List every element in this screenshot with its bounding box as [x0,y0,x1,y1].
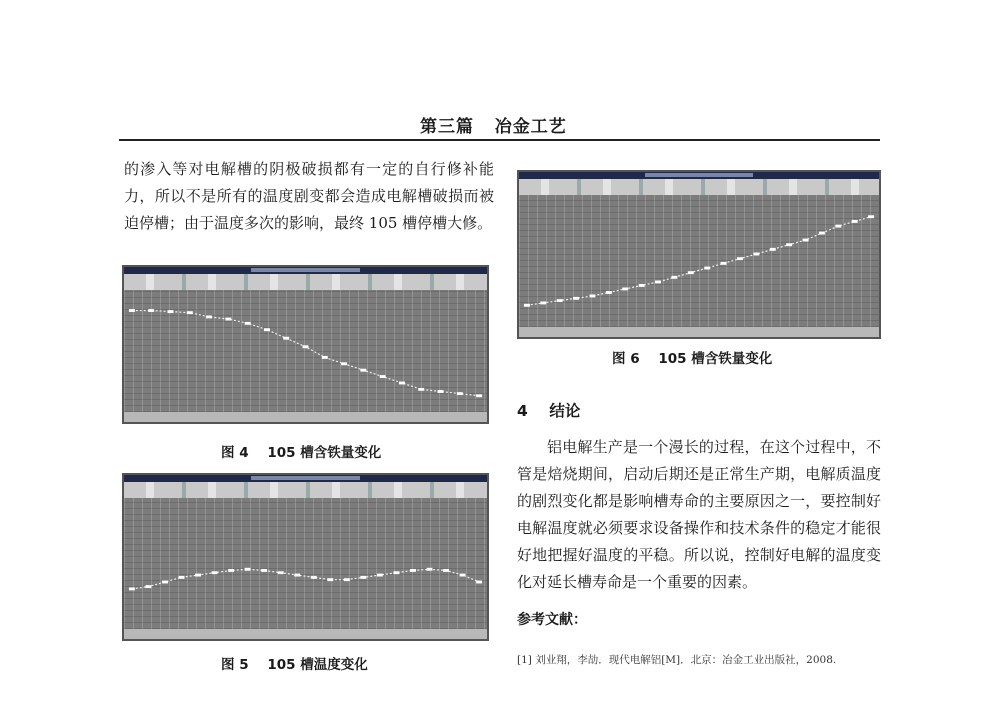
figure-statusbar [124,629,487,639]
data-point [573,297,579,300]
data-point [322,356,328,359]
series-line [132,311,479,396]
data-point [704,267,710,270]
data-point [476,394,482,397]
data-point [688,271,694,274]
data-point [803,239,809,242]
data-point [327,578,333,581]
data-point [195,574,201,577]
figure-6-caption: 图 6 105 槽含铁量变化 [612,351,773,367]
data-point [212,571,218,574]
data-point [737,257,743,260]
data-point [360,369,366,372]
data-point [294,574,300,577]
data-point [168,310,174,313]
data-point [228,569,234,572]
data-point [206,315,212,318]
figure-window-titlebar [124,475,487,482]
data-point [360,576,366,579]
data-point [606,291,612,294]
data-point [344,578,350,581]
data-point [341,362,347,365]
data-point [129,309,135,312]
data-point [460,574,466,577]
data-point [264,328,270,331]
data-point [303,345,309,348]
data-point [129,587,135,590]
data-point [770,248,776,251]
figure-6-screenshot [517,170,881,339]
figure-plot-area [124,290,487,412]
data-point [443,569,449,572]
data-point [476,581,482,584]
data-point [187,311,193,314]
data-point [540,301,546,304]
data-point [380,375,386,378]
data-point [418,388,424,391]
section-title: 第三篇 冶金工艺 [420,117,567,137]
data-point [786,243,792,246]
data-point [557,299,563,302]
data-point [721,262,727,265]
data-point [835,225,841,228]
figure-window-titlebar [519,172,879,179]
data-point [162,581,168,584]
data-point [524,304,530,307]
data-point [399,382,405,385]
data-point [671,276,677,279]
header-rule [119,139,880,141]
figure-5-caption: 图 5 105 槽温度变化 [221,657,368,673]
data-point [655,281,661,284]
section-heading-conclusion: 4 结论 [517,402,581,420]
data-point [261,569,267,572]
figure-5-screenshot [122,473,489,641]
data-point [245,322,251,325]
data-point [639,284,645,287]
fig6-chart [519,195,879,327]
figure-toolbar [519,179,879,195]
data-point [225,318,231,321]
data-point [852,220,858,223]
conclusion-paragraph: 铝电解生产是一个漫长的过程，在这个过程中，不管是焙烧期间，启动后期还是正常生产期，电解质温度的剧烈变化都是影响槽寿命的主要原因之一，要控制好电解温度就必须要求设备操作和技术条件的稳定才能很好地把握好温度的平稳。所以说，控制好电解的温度变化对延长槽寿命是一个重要的因素。 [517,438,881,591]
data-point [311,576,317,579]
data-point [438,390,444,393]
data-point [819,232,825,235]
data-point [393,571,399,574]
data-point [622,287,628,290]
left-body-paragraph: 的渗入等对电解槽的阴极破损都有一定的自行修补能力，所以不是所有的温度剧变都会造成电解槽破损而被迫停槽；由于温度多次的影响，最终 105 槽停槽大修。 [124,160,494,232]
figure-toolbar [124,482,487,498]
reference-item: [1] 刘业翔，李劼．现代电解铝[M]．北京：冶金工业出版社，2008. [517,654,837,666]
fig5-chart [124,498,487,629]
figure-4-screenshot [122,265,489,424]
data-point [283,337,289,340]
figure-toolbar [124,274,487,290]
fig4-chart [124,290,487,412]
references-heading: 参考文献： [517,612,587,628]
data-point [410,569,416,572]
figure-4-caption: 图 4 105 槽含铁量变化 [221,445,382,461]
data-point [457,392,463,395]
figure-statusbar [124,412,487,422]
data-point [753,253,759,256]
data-point [868,215,874,218]
data-point [179,576,185,579]
data-point [427,568,433,571]
data-point [148,309,154,312]
series-line [527,217,871,306]
data-point [377,574,383,577]
data-point [590,294,596,297]
figure-statusbar [519,327,879,337]
data-point [145,585,151,588]
data-point [278,571,284,574]
figure-window-titlebar [124,267,487,274]
figure-plot-area [124,498,487,629]
series-line [132,569,479,589]
data-point [245,568,251,571]
figure-plot-area [519,195,879,327]
